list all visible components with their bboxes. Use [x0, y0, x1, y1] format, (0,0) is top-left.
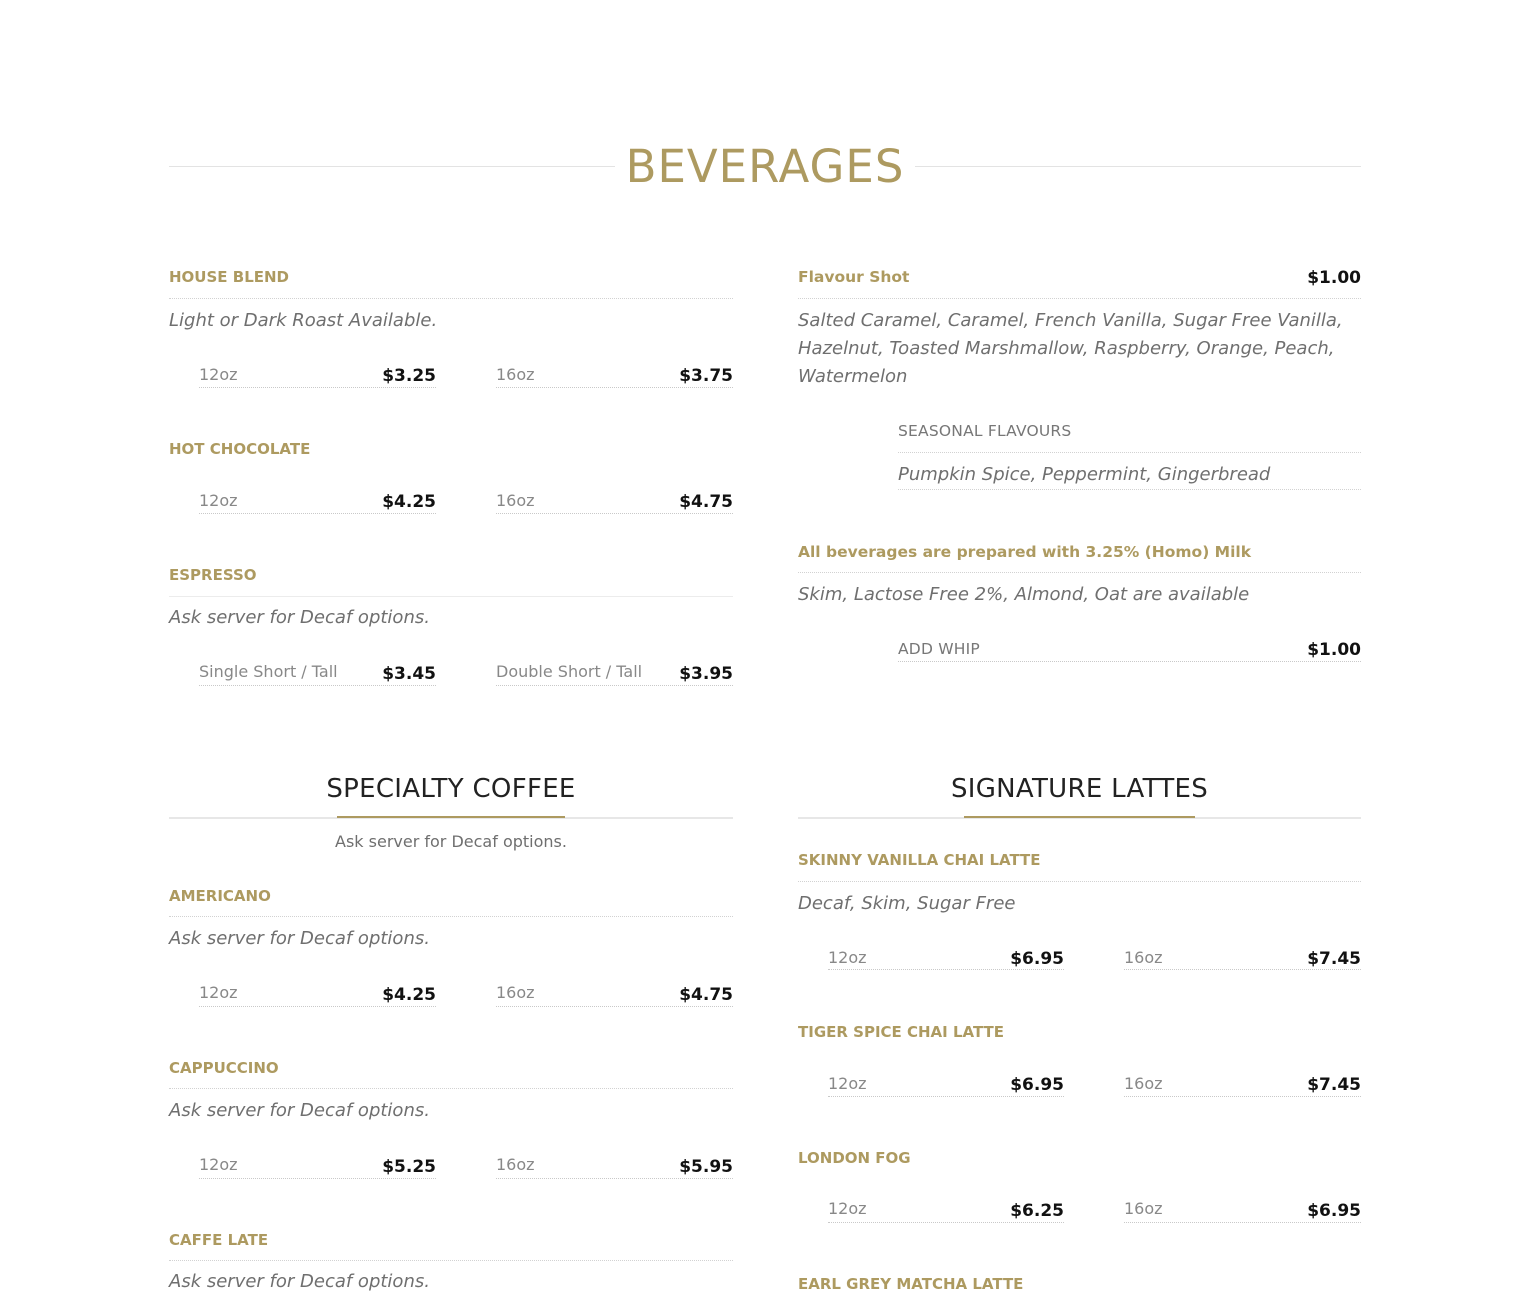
price-leader	[199, 513, 436, 514]
price-leader	[1124, 1096, 1361, 1097]
menu-item-title: HOT CHOCOLATE	[169, 440, 311, 458]
menu-item-title: EARL GREY MATCHA LATTE	[798, 1275, 1024, 1293]
size-label: 16oz	[1124, 948, 1163, 967]
price-leader	[828, 1096, 1064, 1097]
price: $6.95	[1010, 1075, 1064, 1095]
item-divider	[169, 596, 733, 597]
item-description: Light or Dark Roast Available.	[169, 310, 438, 331]
milk-note-title: All beverages are prepared with 3.25% (Homo) Milk	[798, 543, 1252, 561]
price-leader	[199, 685, 436, 686]
item-divider	[169, 1260, 733, 1261]
item-description: Ask server for Decaf options.	[169, 1100, 430, 1121]
size-label: 16oz	[496, 491, 535, 510]
menu-item-title: CAFFE LATE	[169, 1231, 269, 1249]
section-heading-signature-lattes: SIGNATURE LATTES	[950, 774, 1209, 804]
price: $7.45	[1307, 949, 1361, 969]
price: $4.75	[679, 985, 733, 1005]
item-divider	[169, 1088, 733, 1089]
size-label: 16oz	[496, 1155, 535, 1174]
price: $3.95	[679, 664, 733, 684]
price: $3.45	[382, 664, 436, 684]
item-description: Ask server for Decaf options.	[169, 1271, 430, 1292]
seasonal-label: SEASONAL FLAVOURS	[898, 422, 1072, 440]
size-label: 12oz	[199, 365, 238, 384]
price: $4.25	[382, 985, 436, 1005]
menu-item-title: SKINNY VANILLA CHAI LATTE	[798, 851, 1041, 869]
size-label: 12oz	[199, 1155, 238, 1174]
price: $5.95	[679, 1157, 733, 1177]
price-leader	[199, 1006, 436, 1007]
price-leader	[1124, 1222, 1361, 1223]
price: $3.75	[679, 366, 733, 386]
price: $1.00	[1307, 268, 1361, 288]
item-divider	[898, 452, 1361, 453]
price-leader	[828, 969, 1064, 970]
size-label: 12oz	[199, 983, 238, 1002]
price: $6.25	[1010, 1201, 1064, 1221]
section-accent	[964, 816, 1195, 818]
item-description: Ask server for Decaf options.	[169, 928, 430, 949]
section-accent	[337, 816, 565, 818]
price-leader	[828, 1222, 1064, 1223]
menu-item-title: Flavour Shot	[798, 268, 910, 286]
page-title: BEVERAGES	[625, 140, 905, 193]
section-heading-specialty-coffee: SPECIALTY COFFEE	[326, 774, 576, 804]
size-label: 12oz	[828, 1199, 867, 1218]
price-leader	[496, 1178, 733, 1179]
price: $6.95	[1307, 1201, 1361, 1221]
price-leader	[496, 387, 733, 388]
price: $3.25	[382, 366, 436, 386]
item-divider	[798, 298, 1361, 299]
size-label: 12oz	[828, 948, 867, 967]
item-divider	[798, 572, 1361, 573]
item-divider	[898, 489, 1361, 490]
menu-item-title: HOUSE BLEND	[169, 268, 289, 286]
item-divider	[169, 916, 733, 917]
menu-item-title: LONDON FOG	[798, 1149, 911, 1167]
size-label: 16oz	[496, 365, 535, 384]
price-leader	[1124, 969, 1361, 970]
item-divider	[169, 298, 733, 299]
item-description: Skim, Lactose Free 2%, Almond, Oat are available	[798, 584, 1250, 605]
price-leader	[898, 661, 1361, 662]
item-description: Ask server for Decaf options.	[169, 607, 430, 628]
price: $7.45	[1307, 1075, 1361, 1095]
size-label: Double Short / Tall	[496, 662, 643, 681]
seasonal-description: Pumpkin Spice, Peppermint, Gingerbread	[898, 464, 1271, 485]
size-label: Single Short / Tall	[199, 662, 338, 681]
price: $4.25	[382, 492, 436, 512]
price-leader	[199, 387, 436, 388]
size-label: 12oz	[199, 491, 238, 510]
menu-item-title: AMERICANO	[169, 887, 271, 905]
price-leader	[199, 1178, 436, 1179]
add-whip-label: ADD WHIP	[898, 640, 980, 658]
item-description: Salted Caramel, Caramel, French Vanilla, Sugar Free Vanilla, Hazelnut, Toasted Marshmallow, Raspberry, Orange, Peach, Watermelon	[798, 310, 1343, 387]
price: $1.00	[1307, 640, 1361, 660]
size-label: 16oz	[1124, 1199, 1163, 1218]
size-label: 16oz	[496, 983, 535, 1002]
price-leader	[496, 685, 733, 686]
section-note: Ask server for Decaf options.	[335, 832, 567, 851]
price: $4.75	[679, 492, 733, 512]
size-label: 16oz	[1124, 1074, 1163, 1093]
item-description: Decaf, Skim, Sugar Free	[798, 893, 1016, 914]
size-label: 12oz	[828, 1074, 867, 1093]
menu-item-title: TIGER SPICE CHAI LATTE	[798, 1023, 1005, 1041]
price-leader	[496, 1006, 733, 1007]
price: $6.95	[1010, 949, 1064, 969]
price-leader	[496, 513, 733, 514]
menu-item-title: CAPPUCCINO	[169, 1059, 279, 1077]
price: $5.25	[382, 1157, 436, 1177]
menu-item-title: ESPRESSO	[169, 566, 257, 584]
item-divider	[798, 881, 1361, 882]
